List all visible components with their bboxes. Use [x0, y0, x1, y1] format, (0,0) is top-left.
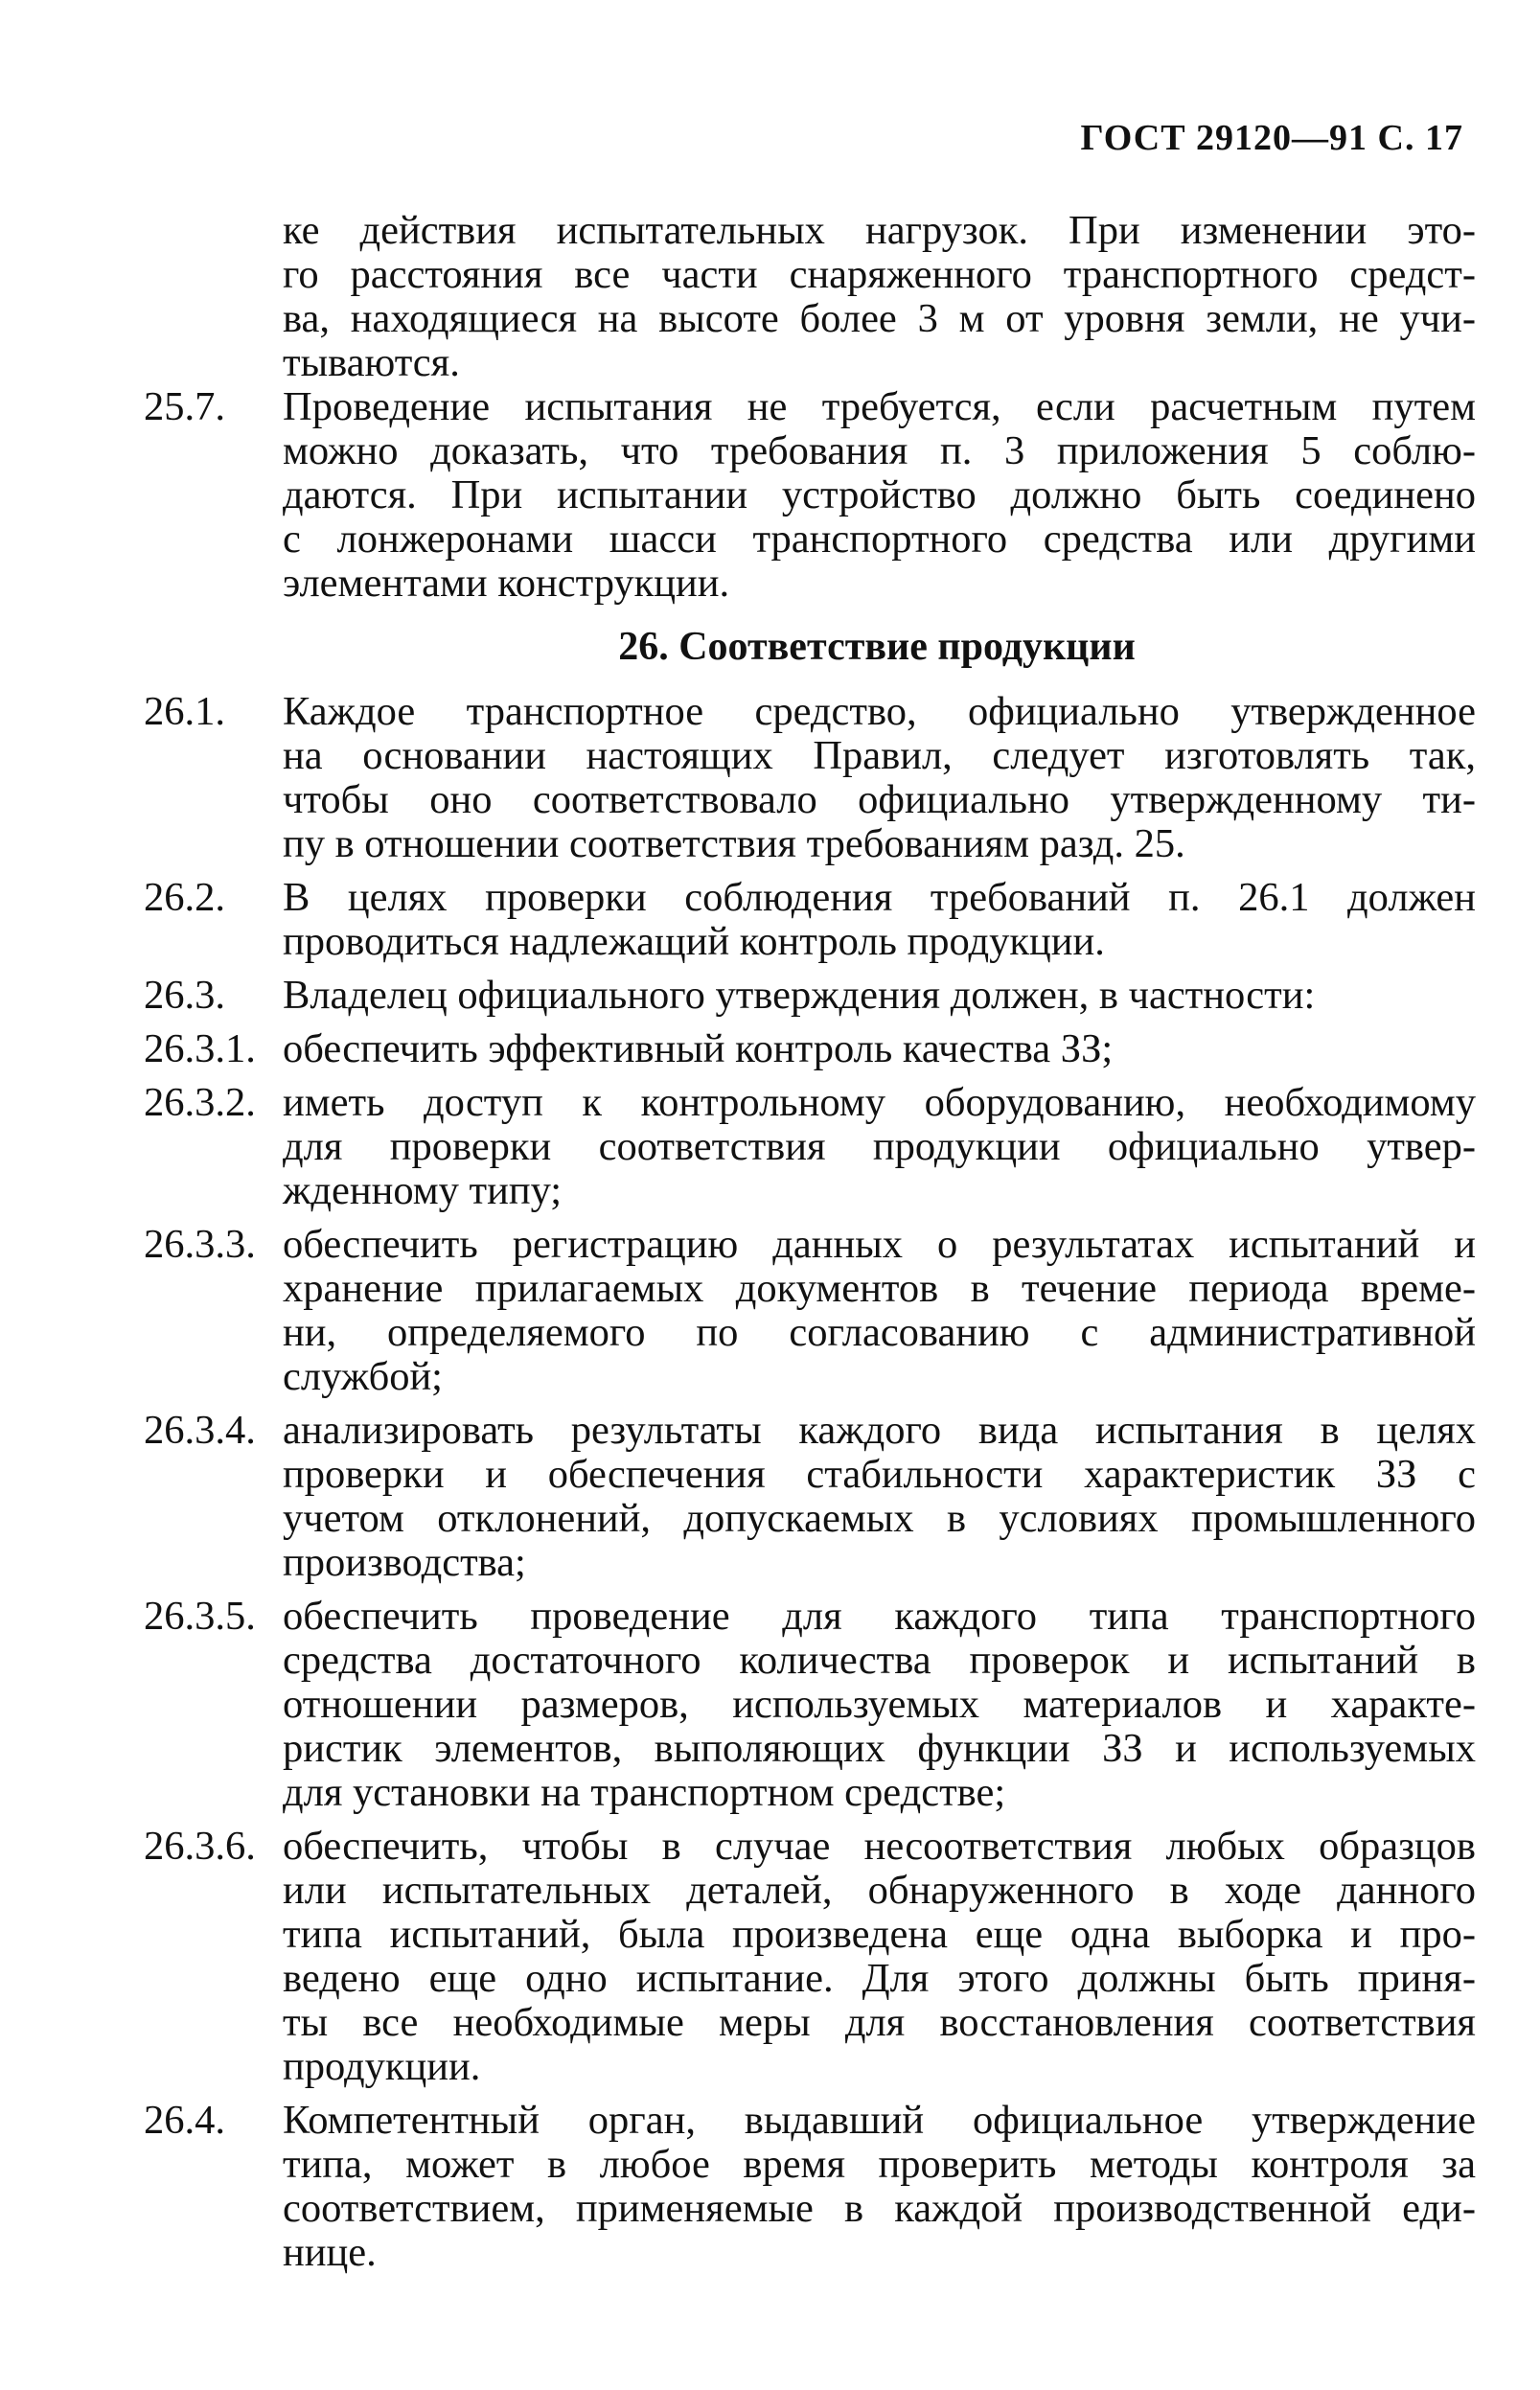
clause-number: 26.4. [144, 2098, 225, 2143]
clause-number: 26.3.4. [144, 1408, 256, 1453]
text-line: можно доказать, что требования п. 3 приложения 5 соблю- [283, 428, 1476, 473]
text-line: для проверки соответствия продукции официально утвер- [283, 1124, 1476, 1169]
text-line: службой; [283, 1354, 443, 1399]
clause-item [144, 385, 1476, 606]
clause-text [283, 974, 1476, 1018]
text-line: ни, определяемого по согласованию с административной [283, 1310, 1476, 1355]
text-line: тываются. [283, 340, 460, 385]
clause-text [283, 1825, 1476, 2089]
continuation-paragraph [144, 209, 1476, 385]
clause-number: 26.3.1. [144, 1026, 256, 1071]
clause-item [144, 1081, 1476, 1213]
text-line: производства; [283, 1540, 526, 1585]
text-line: хранение прилагаемых документов в течение периода време- [283, 1266, 1476, 1311]
clause-item [144, 690, 1476, 866]
clause-number: 26.3.2. [144, 1080, 256, 1125]
text-line: ва, находящиеся на высоте более 3 м от уровня земли, не учи- [283, 296, 1476, 341]
text-line: Компетентный орган, выдавший официальное утверждение [283, 2098, 1476, 2143]
clause-item [144, 1223, 1476, 1399]
text-line: го расстояния все части снаряженного транспортного средст- [283, 252, 1476, 297]
clause-text [283, 876, 1476, 964]
text-line: чтобы оно соответствовало официально утвержденному ти- [283, 777, 1476, 822]
clause-text [283, 1081, 1476, 1213]
text-line: даются. При испытании устройство должно быть соединено [283, 472, 1476, 517]
text-line: проводиться надлежащий контроль продукции. [283, 919, 1105, 964]
clause-item [144, 876, 1476, 964]
text-line: с лонжеронами шасси транспортного средства или другими [283, 517, 1476, 562]
clause-item [144, 1027, 1476, 1071]
clause-item [144, 974, 1476, 1018]
clause-number: 26.3.6. [144, 1824, 256, 1869]
text-line: типа испытаний, была произведена еще одна выборка и про- [283, 1912, 1476, 1957]
text-line: соответствием, применяемые в каждой производственной еди- [283, 2186, 1476, 2231]
text-line: продукции. [283, 2044, 481, 2089]
clause-item [144, 1409, 1476, 1585]
text-line: ты все необходимые меры для восстановления соответствия [283, 2000, 1476, 2045]
text-line: или испытательных деталей, обнаруженного в ходе данного [283, 1868, 1476, 1913]
clause-number: 25.7. [144, 384, 225, 429]
text-line: отношении размеров, используемых материалов и характе- [283, 1682, 1476, 1727]
clause-number: 26.1. [144, 689, 225, 734]
text-line: обеспечить регистрацию данных о результатах испытаний и [283, 1222, 1476, 1267]
text-line: на основании настоящих Правил, следует изготовлять так, [283, 733, 1476, 778]
text-line: нице. [283, 2230, 377, 2275]
text-line: Проведение испытания не требуется, если расчетным путем [283, 384, 1476, 429]
text-line: иметь доступ к контрольному оборудованию, необходимому [283, 1080, 1476, 1125]
running-header: ГОСТ 29120—91 С. 17 [1080, 118, 1463, 158]
text-line: ведено еще одно испытание. Для этого должны быть приня- [283, 1956, 1476, 2001]
clause-list-25 [144, 385, 1476, 606]
clause-text [283, 385, 1476, 606]
section-title: 26. Соответствие продукции [618, 625, 1136, 669]
text-line: Каждое транспортное средство, официально утвержденное [283, 689, 1476, 734]
text-line: ке действия испытательных нагрузок. При изменении это- [283, 208, 1476, 253]
clause-number: 26.3.5. [144, 1594, 256, 1639]
text-line: ристик элементов, выполяющих функции ЗЗ и используемых [283, 1726, 1476, 1771]
text-line: Владелец официального утверждения должен, в частности: [283, 973, 1316, 1018]
text-line: обеспечить эффективный контроль качества ЗЗ; [283, 1026, 1114, 1071]
clause-text [283, 690, 1476, 866]
text-line: В целях проверки соблюдения требований п. 26.1 должен [283, 875, 1476, 920]
clause-item [144, 2099, 1476, 2275]
clause-text [283, 1409, 1476, 1585]
text-line: средства достаточного количества проверок и испытаний в [283, 1638, 1476, 1683]
clause-item [144, 1825, 1476, 2089]
clause-text [283, 1027, 1476, 1071]
clause-number: 26.3. [144, 973, 225, 1018]
text-line: пу в отношении соответствия требованиям разд. 25. [283, 821, 1185, 866]
clause-text [283, 1595, 1476, 1815]
clause-text [283, 2099, 1476, 2275]
clause-number: 26.3.3. [144, 1222, 256, 1267]
clause-text [283, 1223, 1476, 1399]
text-line: обеспечить, чтобы в случае несоответствия любых образцов [283, 1824, 1476, 1869]
clause-list-26 [144, 690, 1476, 2275]
text-line: элементами конструкции. [283, 561, 730, 606]
text-line: обеспечить проведение для каждого типа транспортного [283, 1594, 1476, 1639]
text-line: проверки и обеспечения стабильности характеристик ЗЗ с [283, 1452, 1476, 1497]
text-line: жденному типу; [283, 1168, 563, 1213]
clause-number: 26.2. [144, 875, 225, 920]
text-line: анализировать результаты каждого вида испытания в целях [283, 1408, 1476, 1453]
document-body [144, 209, 1476, 2275]
text-line: типа, может в любое время проверить методы контроля за [283, 2142, 1476, 2187]
text-line: для установки на транспортном средстве; [283, 1770, 1006, 1815]
clause-item [144, 1595, 1476, 1815]
text-line: учетом отклонений, допускаемых в условиях промышленного [283, 1496, 1476, 1541]
